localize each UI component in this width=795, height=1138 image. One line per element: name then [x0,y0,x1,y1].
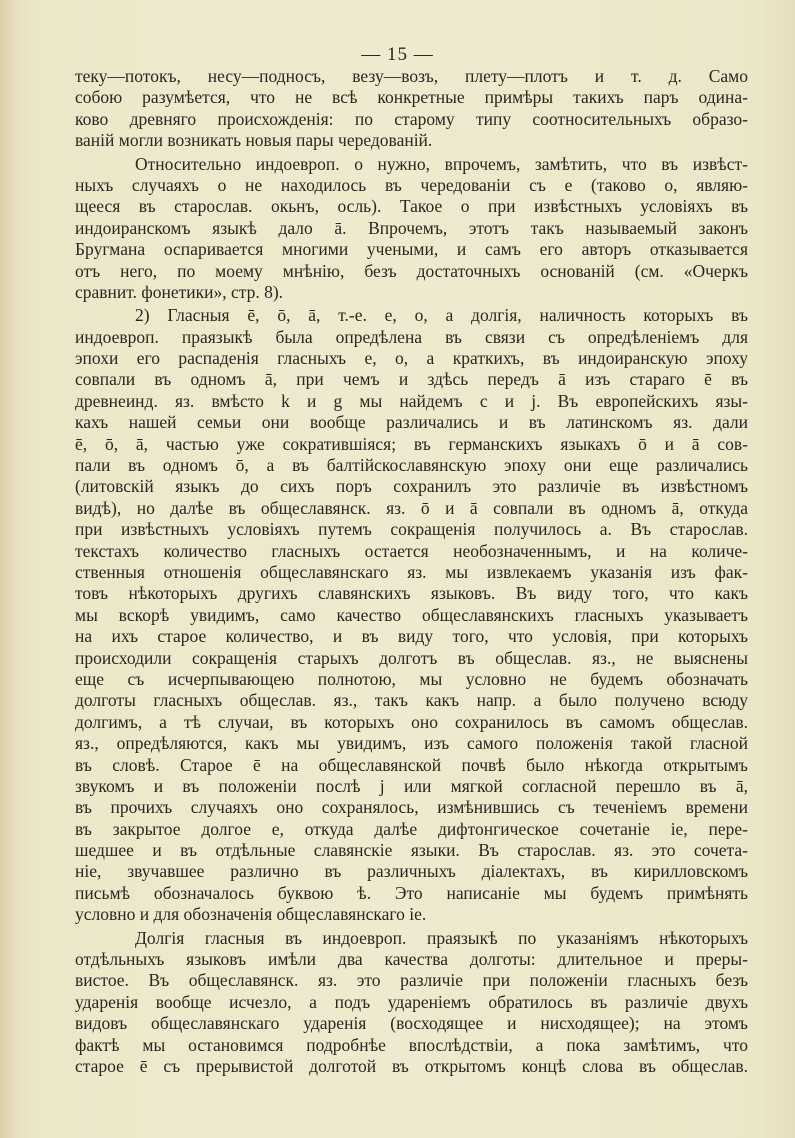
text-line: при извѣстныхъ условіяхъ путемъ сокращенія получилось а. Въ старослав. [75,519,748,540]
text-line: Относительно индоевроп. о нужно, впрочемъ, замѣтить, что въ извѣст- [135,153,748,174]
text-line: видовъ общеславянскаго ударенія (восходящее и нисходящее); на этомъ [75,1013,748,1034]
text-line: ныхъ случаяхъ о не находилось въ чередованіи съ е (таково о, являю- [75,174,748,195]
text-line: текстахъ количество гласныхъ остается необозначеннымъ, и на количе- [75,540,748,561]
text-line: ственныя отношенія общеславянскаго яз. мы извлекаемъ указанія изъ фак- [75,561,748,582]
paragraph [75,154,748,304]
text-line: ніе, звучавшее различно въ различныхъ діалектахъ, въ кирилловскомъ [75,861,748,882]
text-line: письмѣ обозначалось буквою ѣ. Это написаніе мы будемъ примѣнять [75,882,748,903]
text-line: товъ нѣкоторыхъ другихъ славянскихъ языковъ. Въ виду того, что какъ [75,583,748,604]
text-line: отдѣльныхъ языковъ имѣли два качества долготы: длительное и преры- [75,949,748,970]
text-line: еще съ исчерпывающею полнотою, мы условно не будемъ обозначать [75,668,748,689]
text-line: 2) Гласныя ē, ō, ā, т.-е. е, о, а долгія, наличность которыхъ въ [135,305,748,326]
page-body [75,66,748,1079]
text-line: видѣ), но далѣе въ общеславянск. яз. ō и ā совпали въ одномъ ā, откуда [75,497,748,518]
text-line: ваній могли возникать новыя пары чередованій. [75,130,433,151]
text-line: ково древняго происхожденія: по старому типу соотносительныхъ образо- [75,108,748,129]
text-line: звукомъ и въ положеніи послѣ j или мягкой согласной перешло въ ā, [75,775,748,796]
text-line: совпали въ одномъ ā, при чемъ и здѣсь передъ ā изъ стараго ē въ [75,369,748,390]
paragraph [75,66,748,152]
text-line: (литовскій языкъ до сихъ поръ сохранилъ это различіе въ извѣстномъ [75,476,748,497]
text-line: въ закрытое долгое е, откуда далѣе дифтонгическое сочетаніе ie, пере- [75,818,748,839]
text-line: мы вскорѣ увидимъ, само качество общеславянскихъ гласныхъ указываетъ [75,604,748,625]
text-line: эпохи его распаденія гласныхъ е, о, а краткихъ, въ индоиранскую эпоху [75,348,748,369]
text-line: кахъ нашей семьи они вообще различались и въ латинскомъ яз. дали [75,412,748,433]
text-line: старое ē съ прерывистой долготой въ открытомъ концѣ слова въ общеслав. [75,1055,748,1076]
text-line: фактѣ мы остановимся подробнѣе впослѣдствіи, а пока замѣтимъ, что [75,1034,748,1055]
text-line: условно и для обозначенія общеславянскаго ie. [75,904,427,925]
text-line: яз., опредѣляются, какъ мы увидимъ, изъ самого положенія такой гласной [75,733,748,754]
text-line: долготы гласныхъ общеслав. яз., такъ какъ напр. а было получено всюду [75,690,748,711]
text-line: шедшее и въ отдѣльные славянскіе языки. Въ старослав. яз. это сочета- [75,840,748,861]
text-line: на ихъ старое количество, и въ виду того, что условія, при которыхъ [75,626,748,647]
text-line: вистое. Въ общеславянск. яз. это различіе при положеніи гласныхъ безъ [75,970,748,991]
paragraph [75,928,748,1078]
text-line: теку—потокъ, несу—подносъ, везу—возъ, плету—плотъ и т. д. Само [75,66,748,86]
text-line: въ словѣ. Старое ē на общеславянской почвѣ было нѣкогда открытымъ [75,754,748,775]
text-line: щееся въ старослав. окьнъ, осль). Такое о при извѣстныхъ условіяхъ въ [75,196,748,217]
text-line: въ прочихъ случаяхъ оно сохранялось, измѣнившись съ теченіемъ времени [75,797,748,818]
text-line: Долгія гласныя въ индоевроп. праязыкѣ по указаніямъ нѣкоторыхъ [135,927,748,948]
text-line: индоиранскомъ языкѣ дало ā. Впрочемъ, этотъ такъ называемый законъ [75,217,748,238]
text-line: индоевроп. праязыкѣ была опредѣлена въ связи съ опредѣленіемъ для [75,326,748,347]
text-line: долгимъ, а тѣ случаи, въ которыхъ оно сохранилось въ самомъ общеслав. [75,711,748,732]
text-line: Бругмана оспаривается многими учеными, и самъ его авторъ отказывается [75,239,748,260]
text-line: происходили сокращенія старыхъ долготъ въ общеслав. яз., не выяснены [75,647,748,668]
paragraph [75,305,748,925]
text-line: древнеинд. яз. вмѣсто k и g мы найдемъ c и j. Въ европейскихъ язы- [75,390,748,411]
text-line: ē, ō, ā, частью уже сократившіяся; въ германскихъ языкахъ ō и ā сов- [75,433,748,454]
text-line: собою разумѣется, что не всѣ конкретные примѣры такихъ паръ одина- [75,87,748,108]
text-line: пали въ одномъ ō, а въ балтійскославянскую эпоху они еще различались [75,455,748,476]
page-number: — 15 — [361,44,434,65]
text-line: ударенія вообще исчезло, а подъ удареніемъ обратилось въ различіе двухъ [75,991,748,1012]
text-line: сравнит. фонетики», стр. 8). [75,281,284,302]
text-line: отъ него, по моему мнѣнію, безъ достаточныхъ основаній (см. «Очеркъ [75,260,748,281]
